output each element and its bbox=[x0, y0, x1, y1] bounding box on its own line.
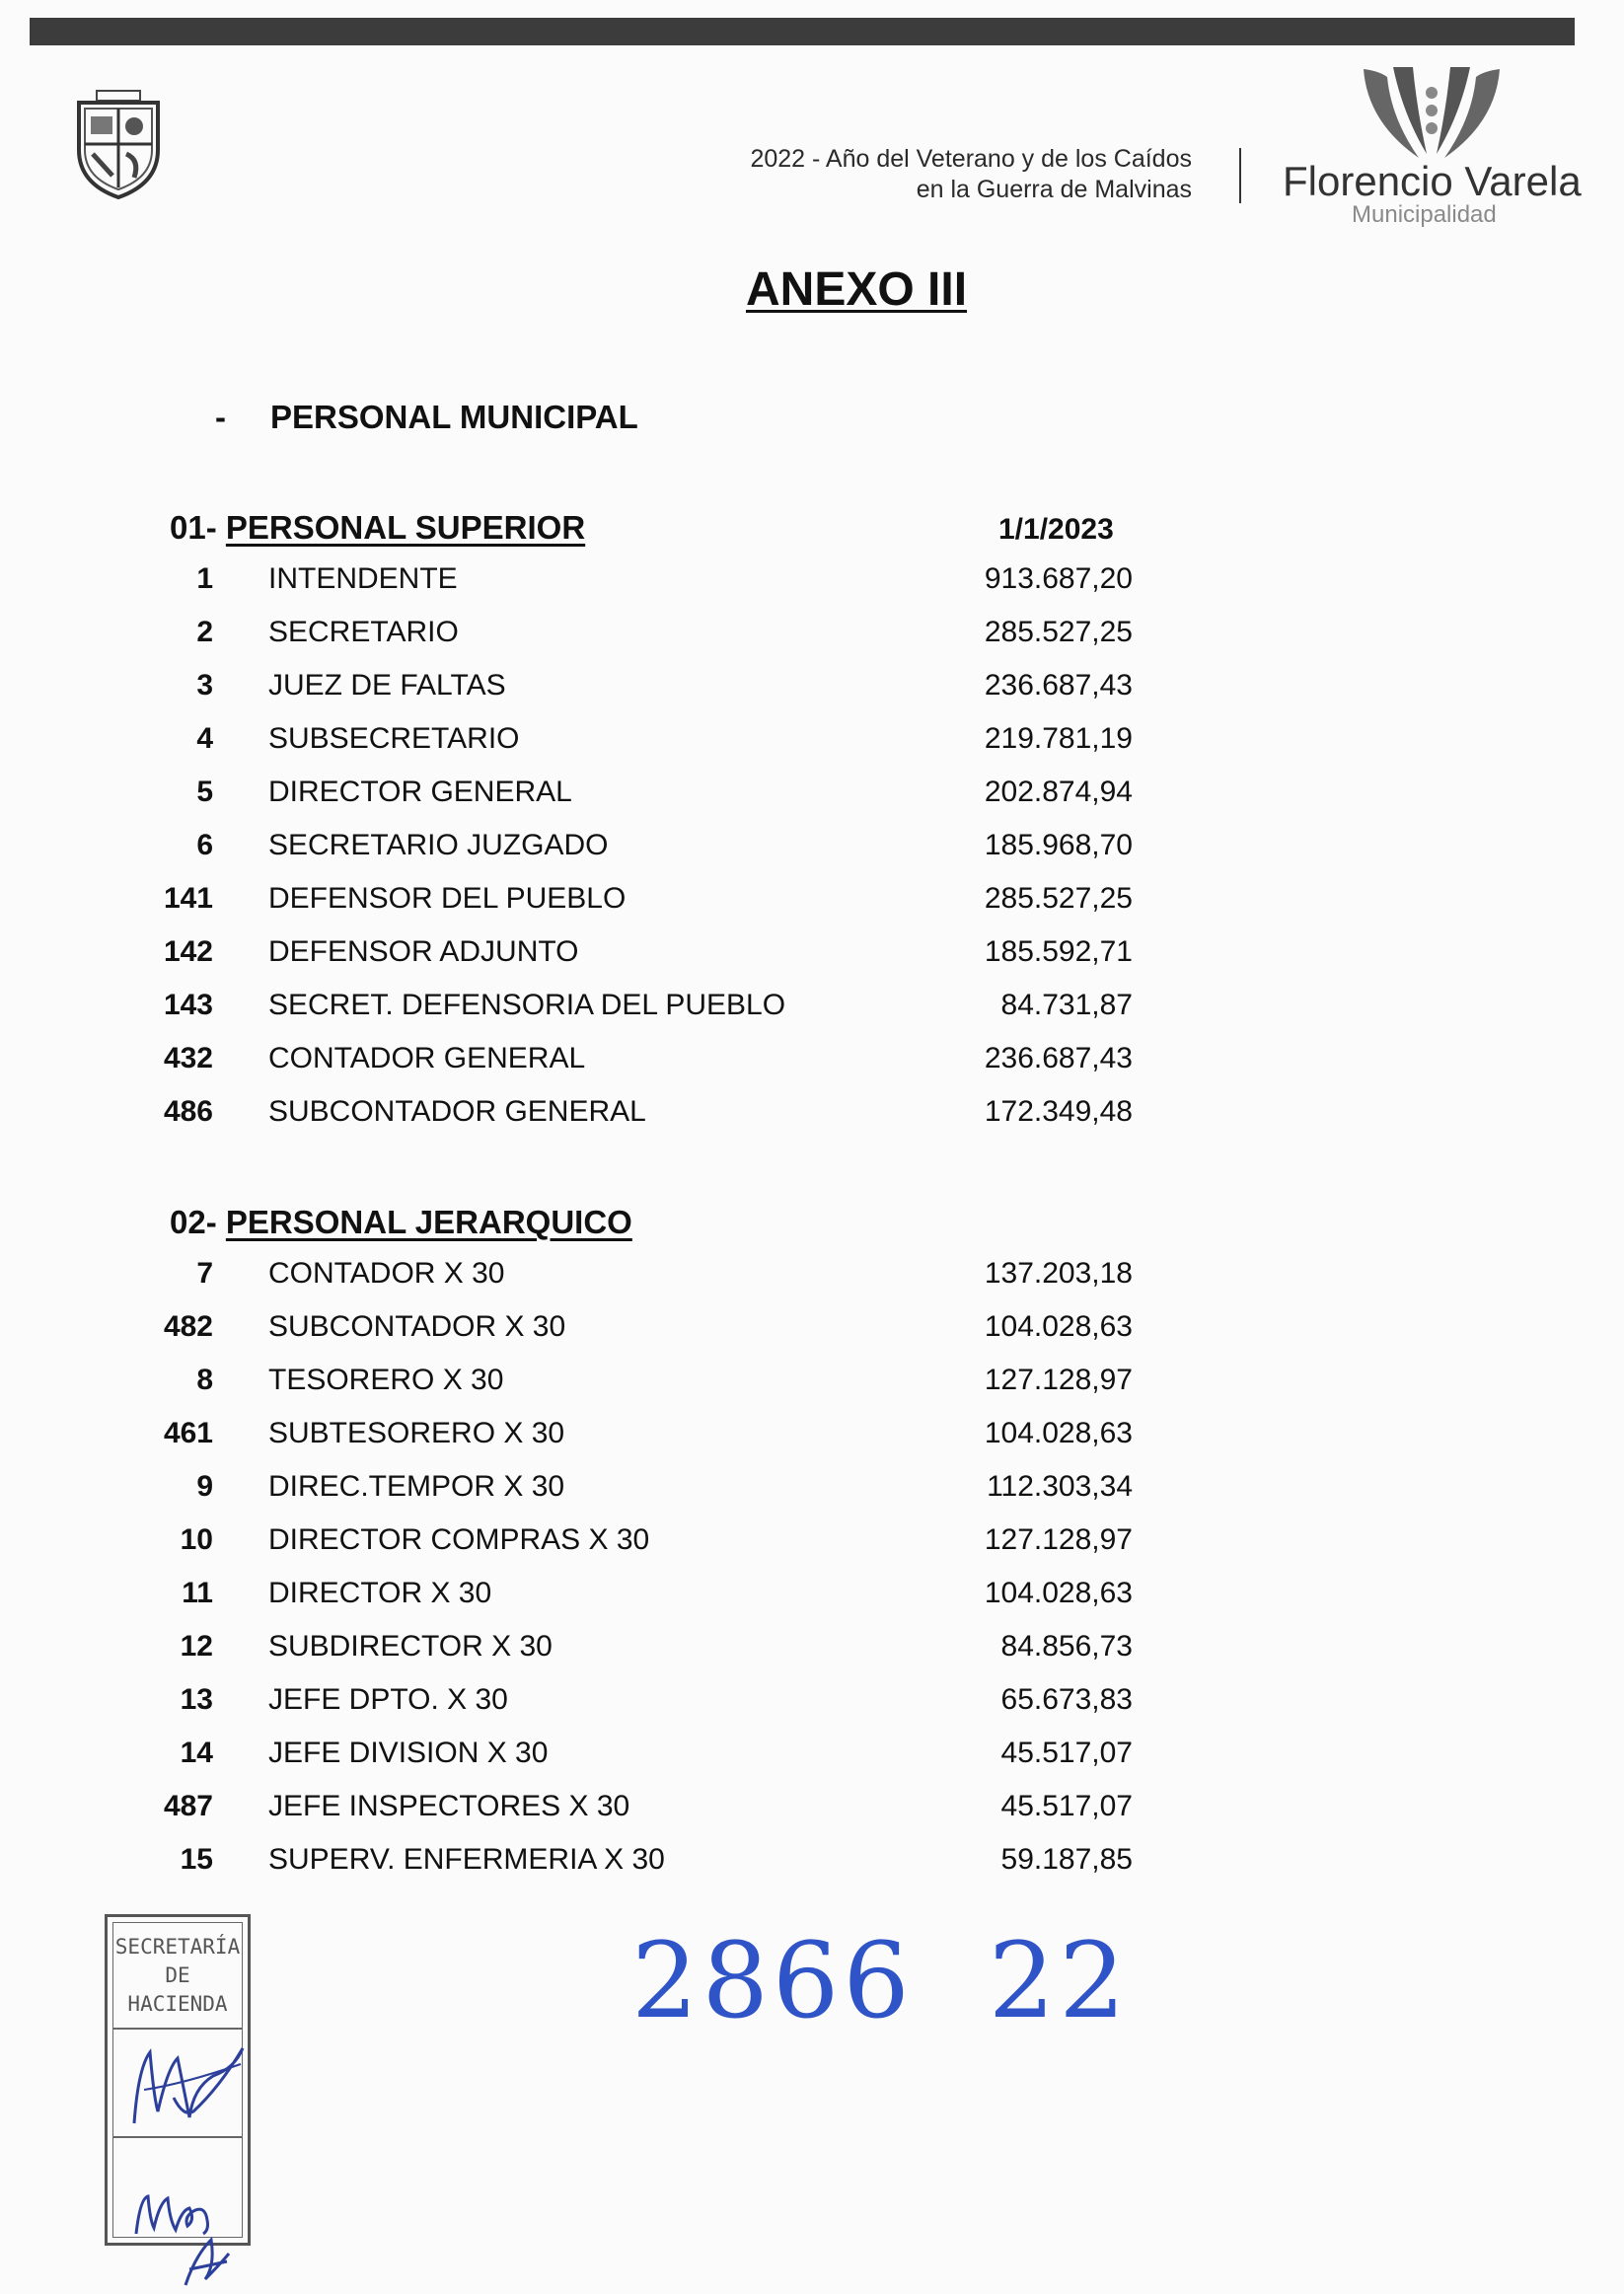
row-description: SUBSECRETARIO bbox=[268, 722, 520, 755]
table-row bbox=[0, 1790, 1624, 1829]
row-description: SECRETARIO JUZGADO bbox=[268, 829, 609, 861]
header-divider bbox=[1239, 148, 1241, 203]
table-row bbox=[0, 1843, 1624, 1883]
row-amount: 127.128,97 bbox=[984, 1364, 1133, 1396]
row-amount: 202.874,94 bbox=[984, 776, 1133, 808]
row-amount: 59.187,85 bbox=[1000, 1843, 1133, 1876]
row-description: DIREC.TEMPOR X 30 bbox=[268, 1470, 565, 1503]
row-description: SUPERV. ENFERMERIA X 30 bbox=[268, 1843, 665, 1876]
table-row bbox=[0, 1095, 1624, 1135]
signature-mark bbox=[124, 2029, 253, 2137]
row-description: SUBCONTADOR GENERAL bbox=[268, 1095, 646, 1128]
group-header-personal-superior bbox=[170, 509, 585, 547]
row-amount: 84.856,73 bbox=[1000, 1630, 1133, 1663]
document-number-part-2: 22 bbox=[988, 1920, 1130, 2041]
row-description: JEFE DPTO. X 30 bbox=[268, 1683, 508, 1716]
row-code: 15 bbox=[180, 1843, 213, 1876]
row-amount: 104.028,63 bbox=[984, 1417, 1133, 1449]
row-amount: 236.687,43 bbox=[984, 669, 1133, 702]
row-amount: 285.527,25 bbox=[984, 616, 1133, 648]
row-amount: 219.781,19 bbox=[984, 722, 1133, 755]
row-amount: 185.968,70 bbox=[984, 829, 1133, 861]
row-amount: 45.517,07 bbox=[1000, 1790, 1133, 1822]
group-header-personal-jerarquico bbox=[170, 1204, 632, 1241]
row-description: SECRETARIO bbox=[268, 616, 459, 648]
row-description: SUBTESORERO X 30 bbox=[268, 1417, 565, 1449]
brand-name: Florencio Varela bbox=[1283, 158, 1582, 204]
row-code: 6 bbox=[196, 829, 213, 861]
table-row bbox=[0, 935, 1624, 975]
row-code: 4 bbox=[196, 722, 213, 755]
row-code: 482 bbox=[163, 1310, 213, 1343]
row-description: SECRET. DEFENSORIA DEL PUEBLO bbox=[268, 989, 786, 1021]
section-label: PERSONAL MUNICIPAL bbox=[270, 399, 638, 435]
slogan bbox=[750, 144, 1192, 205]
row-code: 8 bbox=[196, 1364, 213, 1396]
row-amount: 104.028,63 bbox=[984, 1577, 1133, 1609]
row-amount: 137.203,18 bbox=[984, 1257, 1133, 1290]
group-name: PERSONAL SUPERIOR bbox=[225, 509, 586, 546]
stamp-text bbox=[108, 1933, 248, 2019]
row-amount: 45.517,07 bbox=[1000, 1737, 1133, 1769]
table-row bbox=[0, 669, 1624, 708]
row-code: 143 bbox=[163, 989, 213, 1021]
table-row bbox=[0, 1630, 1624, 1669]
table-row bbox=[0, 1310, 1624, 1350]
row-description: CONTADOR X 30 bbox=[268, 1257, 505, 1290]
row-amount: 172.349,48 bbox=[984, 1095, 1133, 1128]
document-number-stamp bbox=[631, 1920, 1130, 2041]
florencio-varela-logo-icon bbox=[1358, 63, 1506, 170]
row-description: DEFENSOR DEL PUEBLO bbox=[268, 882, 627, 915]
row-description: DIRECTOR COMPRAS X 30 bbox=[268, 1523, 650, 1556]
row-code: 5 bbox=[196, 776, 213, 808]
row-amount: 104.028,63 bbox=[984, 1310, 1133, 1343]
page-title: ANEXO III bbox=[746, 263, 968, 316]
row-amount: 185.592,71 bbox=[984, 935, 1133, 968]
table-row bbox=[0, 1470, 1624, 1510]
table-row bbox=[0, 1737, 1624, 1776]
row-code: 12 bbox=[180, 1630, 213, 1663]
row-description: TESORERO X 30 bbox=[268, 1364, 504, 1396]
row-description: DIRECTOR X 30 bbox=[268, 1577, 492, 1609]
row-description: SUBCONTADOR X 30 bbox=[268, 1310, 566, 1343]
table-row bbox=[0, 1042, 1624, 1081]
table-row bbox=[0, 989, 1624, 1028]
slogan-line-1: 2022 - Año del Veterano y de los Caídos bbox=[750, 145, 1192, 173]
row-code: 2 bbox=[196, 616, 213, 648]
municipal-crest-icon bbox=[75, 89, 162, 199]
row-amount: 65.673,83 bbox=[1000, 1683, 1133, 1716]
row-amount: 84.731,87 bbox=[1000, 989, 1133, 1021]
section-heading bbox=[215, 399, 638, 436]
row-code: 432 bbox=[163, 1042, 213, 1074]
document-number-part-1: 2866 bbox=[631, 1920, 914, 2041]
row-code: 9 bbox=[196, 1470, 213, 1503]
stamp-line-1: SECRETARÍA bbox=[114, 1935, 241, 1959]
row-code: 7 bbox=[196, 1257, 213, 1290]
row-code: 141 bbox=[163, 882, 213, 915]
table-row bbox=[0, 1683, 1624, 1723]
row-code: 13 bbox=[180, 1683, 213, 1716]
row-code: 486 bbox=[163, 1095, 213, 1128]
stamp-line-2: DE bbox=[165, 1963, 190, 1987]
row-amount: 236.687,43 bbox=[984, 1042, 1133, 1074]
table-row bbox=[0, 776, 1624, 815]
row-amount: 112.303,34 bbox=[987, 1470, 1133, 1503]
table-row bbox=[0, 1417, 1624, 1456]
stamp-line-3: HACIENDA bbox=[127, 1992, 228, 2016]
table-row bbox=[0, 829, 1624, 868]
table-row bbox=[0, 1364, 1624, 1403]
section-dash: - bbox=[215, 399, 226, 435]
group-name: PERSONAL JERARQUICO bbox=[225, 1204, 632, 1240]
row-code: 3 bbox=[196, 669, 213, 702]
slogan-line-2: en la Guerra de Malvinas bbox=[916, 176, 1192, 203]
brand-subtitle: Municipalidad bbox=[1352, 201, 1497, 228]
row-description: JEFE INSPECTORES X 30 bbox=[268, 1790, 630, 1822]
group-code: 02- bbox=[170, 1204, 217, 1240]
date-column-header: 1/1/2023 bbox=[998, 513, 1114, 546]
table-row bbox=[0, 1577, 1624, 1616]
row-code: 142 bbox=[163, 935, 213, 968]
table-row bbox=[0, 1523, 1624, 1563]
table-row bbox=[0, 882, 1624, 922]
table-row bbox=[0, 1257, 1624, 1296]
row-amount: 127.128,97 bbox=[984, 1523, 1133, 1556]
row-amount: 913.687,20 bbox=[984, 562, 1133, 595]
row-code: 487 bbox=[163, 1790, 213, 1822]
row-description: CONTADOR GENERAL bbox=[268, 1042, 586, 1074]
row-description: DEFENSOR ADJUNTO bbox=[268, 935, 579, 968]
signature-mark bbox=[126, 2171, 255, 2289]
row-code: 10 bbox=[180, 1523, 213, 1556]
table-row bbox=[0, 562, 1624, 602]
row-code: 14 bbox=[180, 1737, 213, 1769]
row-code: 1 bbox=[196, 562, 213, 595]
row-code: 11 bbox=[182, 1577, 213, 1609]
table-row bbox=[0, 722, 1624, 762]
top-border-bar bbox=[30, 18, 1575, 45]
row-description: JEFE DIVISION X 30 bbox=[268, 1737, 549, 1769]
row-description: DIRECTOR GENERAL bbox=[268, 776, 572, 808]
row-description: INTENDENTE bbox=[268, 562, 458, 595]
group-code: 01- bbox=[170, 509, 217, 546]
row-amount: 285.527,25 bbox=[984, 882, 1133, 915]
row-code: 461 bbox=[163, 1417, 213, 1449]
row-description: JUEZ DE FALTAS bbox=[268, 669, 506, 702]
table-row bbox=[0, 616, 1624, 655]
row-description: SUBDIRECTOR X 30 bbox=[268, 1630, 553, 1663]
